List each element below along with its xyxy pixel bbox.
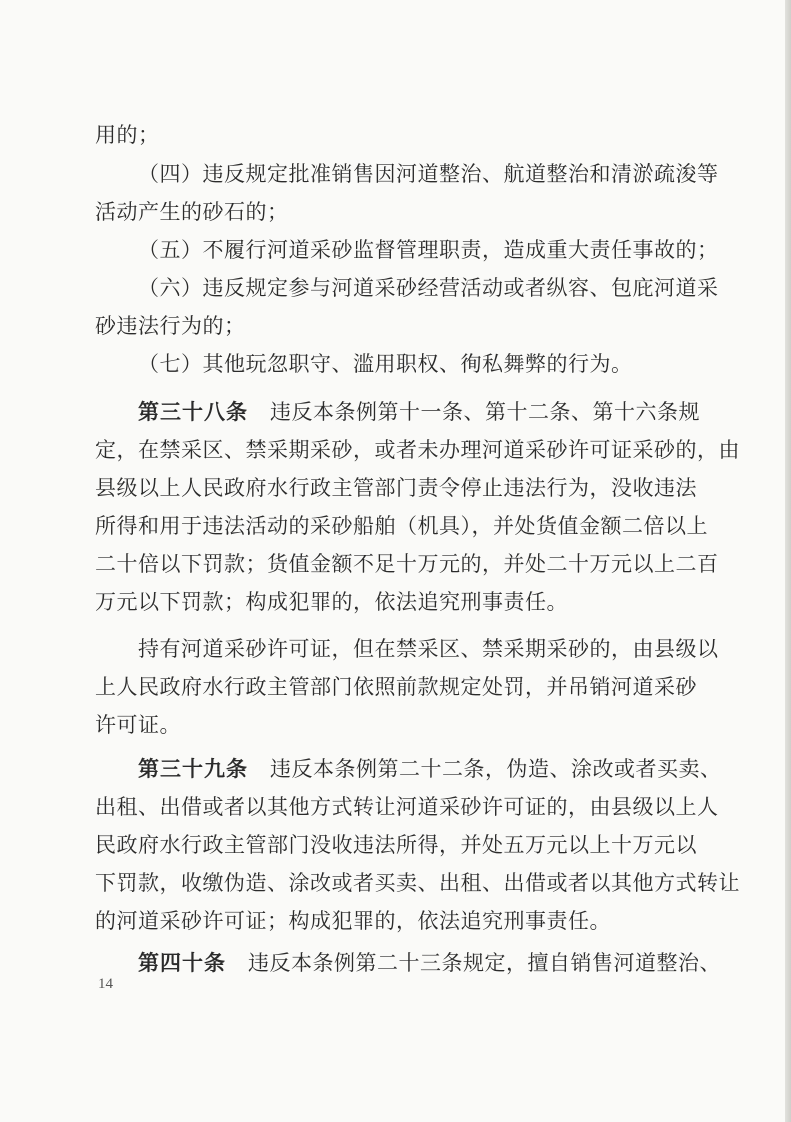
article-40-heading-line: 第四十条 违反本条例第二十三条规定，擅自销售河道整治、 bbox=[138, 951, 721, 975]
text-line: 上人民政府水行政主管部门依照前款规定处罚，并吊销河道采砂 bbox=[95, 675, 697, 699]
text-line: 所得和用于违法活动的采砂船舶（机具），并处货值金额二倍以上 bbox=[95, 514, 708, 538]
text-line: （六）违反规定参与河道采砂经营活动或者纵容、包庇河道采 bbox=[138, 276, 719, 300]
text-line: 民政府水行政主管部门没收违法所得，并处五万元以上十万元以 bbox=[95, 833, 697, 857]
text-line: 出租、出借或者以其他方式转让河道采砂许可证的，由县级以上人 bbox=[95, 795, 719, 819]
text-line: 持有河道采砂许可证，但在禁采区、禁采期采砂的，由县级以 bbox=[138, 637, 719, 661]
text-line: 定，在禁采区、禁采期采砂，或者未办理河道采砂许可证采砂的，由 bbox=[95, 438, 740, 462]
text-line: 许可证。 bbox=[95, 713, 181, 737]
text-line: 下罚款，收缴伪造、涂改或者买卖、出租、出借或者以其他方式转让 bbox=[95, 871, 740, 895]
article-title: 第四十条 bbox=[138, 951, 226, 975]
text-line: 的河道采砂许可证；构成犯罪的，依法追究刑事责任。 bbox=[95, 909, 611, 933]
text-line: （七）其他玩忽职守、滥用职权、徇私舞弊的行为。 bbox=[138, 352, 633, 376]
text-line: 万元以下罚款；构成犯罪的，依法追究刑事责任。 bbox=[95, 590, 568, 614]
page-number: 14 bbox=[98, 976, 113, 992]
text-line: （四）违反规定批准销售因河道整治、航道整治和清淤疏浚等 bbox=[138, 162, 719, 186]
article-title: 第三十八条 bbox=[138, 400, 248, 424]
text-line: 用的； bbox=[95, 123, 160, 147]
article-39-heading-line: 第三十九条 违反本条例第二十二条，伪造、涂改或者买卖、 bbox=[138, 757, 722, 781]
text-line: 砂违法行为的； bbox=[95, 314, 246, 338]
text-line: 二十倍以下罚款；货值金额不足十万元的，并处二十万元以上二百 bbox=[95, 552, 719, 576]
text-line: 县级以上人民政府水行政主管部门责令停止违法行为，没收违法 bbox=[95, 476, 697, 500]
text-line: 活动产生的砂石的； bbox=[95, 200, 289, 224]
page-edge bbox=[785, 0, 791, 1122]
text-line: （五）不履行河道采砂监督管理职责，造成重大责任事故的； bbox=[138, 238, 719, 262]
article-38-heading-line: 第三十八条 违反本条例第十一条、第十二条、第十六条规 bbox=[138, 400, 700, 424]
article-title: 第三十九条 bbox=[138, 757, 248, 781]
